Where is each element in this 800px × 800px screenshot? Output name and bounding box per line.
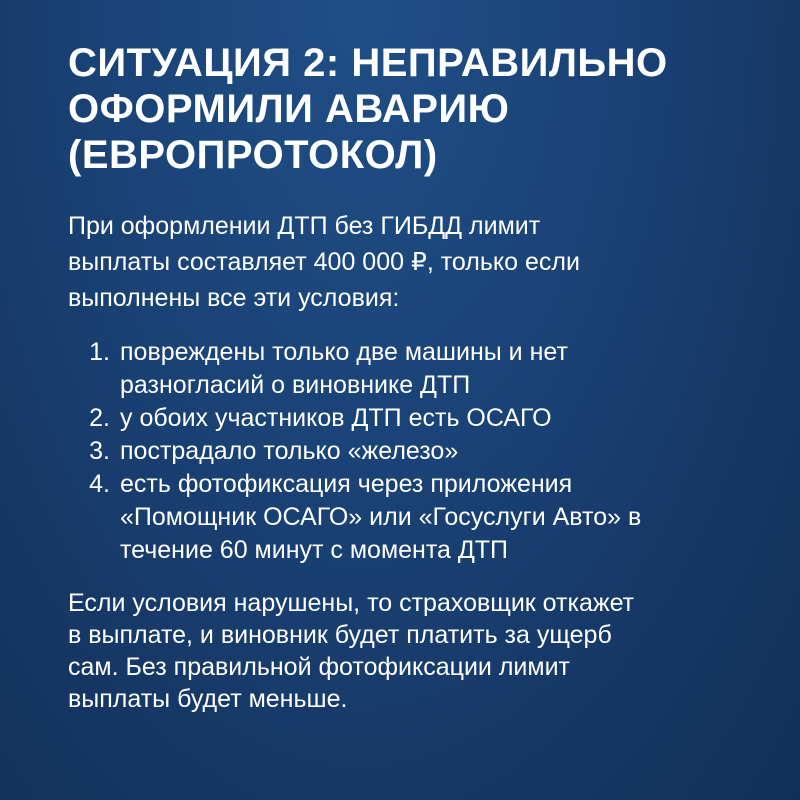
condition-line: «Помощник ОСАГО» или «Госуслуги Авто» в [120,503,642,531]
conditions-list [68,336,736,567]
condition-text [112,336,568,402]
condition-line: течение 60 минут с момента ДТП [120,536,509,564]
condition-text [112,435,458,468]
condition-text [112,402,552,435]
conclusion-line: сам. Без правильной фотофиксации лимит [68,653,570,681]
condition-line: разногласий о виновнике ДТП [120,371,471,399]
conclusion-line: выплаты будет меньше. [68,685,348,713]
condition-number: 3 . [68,435,112,468]
condition-text [112,468,641,567]
condition-number: 2 . [68,402,112,435]
conclusion-line: в выплате, и виновник будет платить за ущерб [68,621,612,649]
condition-line: повреждены только две машины и нет [120,338,568,366]
page-title [68,40,736,178]
title-line: ОФОРМИЛИ АВАРИЮ [68,87,510,131]
intro-line: выполнены все эти условия: [68,284,400,312]
condition-number: 1 . [68,336,112,369]
conclusion-line: Если условия нарушены, то страховщик откажет [68,589,635,617]
intro-line: При оформлении ДТП без ГИБДД лимит [68,212,541,240]
intro-line: выплаты составляет 400 000 ₽, только если [68,248,580,276]
condition-line: есть фотофиксация через приложения [120,470,573,498]
condition-number: 4 . [68,468,112,501]
title-line: (ЕВРОПРОТОКОЛ) [68,133,438,177]
condition-item [68,336,736,402]
intro-paragraph [68,208,736,316]
title-line: СИТУАЦИЯ 2: НЕПРАВИЛЬНО [68,41,668,85]
condition-line: у обоих участников ДТП есть ОСАГО [120,404,552,432]
condition-item [68,468,736,567]
condition-line: пострадало только «железо» [120,437,459,465]
condition-item [68,402,736,435]
conclusion-paragraph [68,587,736,715]
condition-item [68,435,736,468]
